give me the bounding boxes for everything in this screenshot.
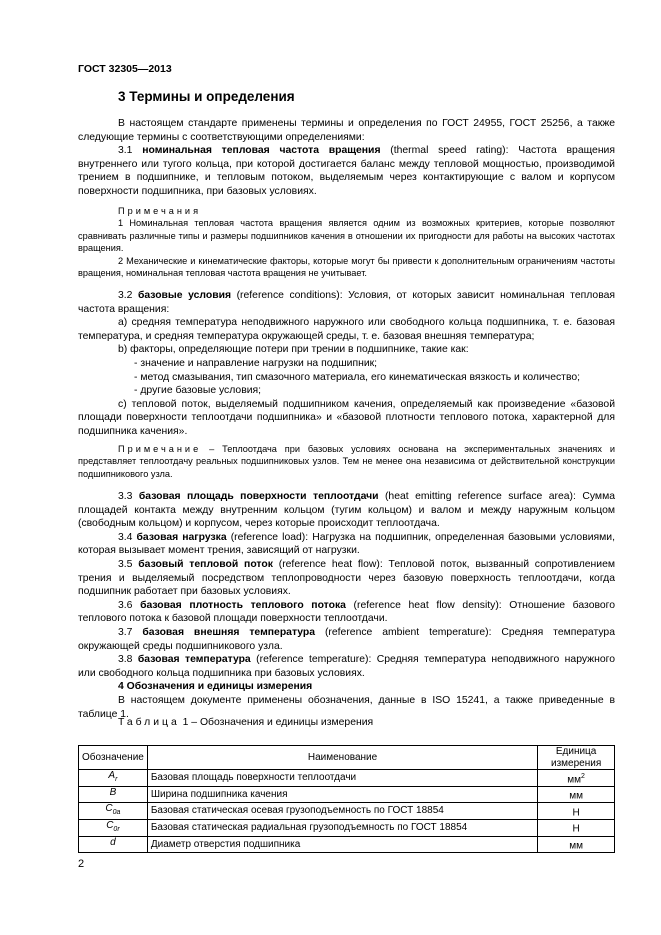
term-3-2-item-a: а) средняя температура неподвижного наружного или свободного кольца подшипника, т. е. базовая температура, и средняя температура окружающей среды, т. е. базовая внешняя температура; [78, 317, 615, 342]
table-caption: Таблица 1 – Обозначения и единицы измерения [118, 717, 374, 728]
note-1: 1 Номинальная тепловая частота вращения является одним из возможных критериев, которые позволяют сравнивать различные типы и размеры подшипников качения в отношении их пригодности для работы на высоких частотах вращения. [78, 218, 615, 254]
page-number: 2 [78, 858, 85, 870]
symbol-cell: $C_{0a}$ [79, 803, 148, 820]
term-3-2-subitem: - значение и направление нагрузки на подшипник; [134, 357, 378, 369]
notes-label: Примечания [118, 206, 202, 216]
term-3-2-subitem: - другие базовые условия; [134, 385, 262, 397]
unit-cell: мм [538, 786, 615, 803]
notes-block-2 [78, 443, 615, 480]
note-2: 2 Механические и кинематические факторы, которые могут бы привести к дополнительным ограничениям частоты вращения, номинальная тепловая частота вращения не учитывает. [78, 255, 615, 279]
table-row [79, 819, 615, 836]
unit-cell: Н [538, 803, 615, 820]
term-3-6: 3.6 базовая плотность теплового потока (reference heat flow density): Отношение базового теплового потока к базовой площади поверхности теплоотдачи. [78, 599, 616, 625]
section-4-title: 4 Обозначения и единицы измерения [118, 681, 313, 693]
note-3: Примечание – Теплоотдача при базовых условиях основана на экспериментальных значениях и представляет теплоотдачу реальных подшипниковых узлов. Тем не менее она независима от действительной конструкции подшипникового узла. [78, 444, 616, 479]
name-cell: Базовая статическая осевая грузоподъемность по ГОСТ 18854 [147, 803, 537, 820]
table-row [79, 836, 615, 853]
symbol-cell: $C_{0r}$ [79, 819, 148, 836]
term-3-5: 3.5 базовый тепловой поток (reference heat flow): Тепловой поток, вызванный сопротивлением трения и выделяемый посредством теплопроводности через базовую поверхность теплоотдачи, когда подшипник работает при базовых условиях. [78, 558, 616, 598]
term-3-1: 3.1 номинальная тепловая частота вращения (thermal speed rating): Частота вращения внутреннего или тугого кольца, при которой достигается баланс между тепловой мощностью, производимой трением в подшипнике, и тепловым потоком, выделяемым через контактирующие с валом и корпусом поверхности подшипника, при базовых условиях. [78, 145, 615, 197]
table-row [79, 803, 615, 820]
name-cell: Ширина подшипника качения [147, 786, 537, 803]
name-cell: Базовая статическая радиальная грузоподъемность по ГОСТ 18854 [147, 819, 537, 836]
term-3-3: 3.3 базовая площадь поверхности теплоотдачи (heat emitting reference surface area): Сумма площадей контакта между внутренним кольцом (тугим кольцом) и валом и между наружным кольцом (свободным кольцом) и корпусом, через которые происходит теплоотдача. [78, 491, 615, 530]
section-title: 3 Термины и определения [118, 89, 295, 104]
section-4-intro: В настоящем документе применены обозначения, данные в ISO 15241, а также приведенные в таблице 1. [78, 694, 615, 720]
term-3-2-item-c: с) тепловой поток, выделяемый подшипником качения, определяемый как произведение «базовой площади поверхности теплоотдачи подшипника» и «базовой плотности теплового потока, характерной для подшипника качения». [78, 398, 615, 437]
symbol-cell: d [79, 836, 148, 853]
table-row [79, 770, 615, 787]
symbols-table [78, 745, 615, 853]
table-row [79, 786, 615, 803]
term-3-2: 3.2 базовые условия (reference conditions): Условия, от которых зависит номинальная тепловая частота вращения: [78, 290, 615, 315]
unit-cell: Н [538, 819, 615, 836]
symbol-cell: $A_r$ [79, 770, 148, 787]
table-header-cell: Единица измерения [538, 746, 615, 770]
term-3-4: 3.4 базовая нагрузка (reference load): Нагрузка на подшипник, определенная базовыми условиями, которая вызывает момент трения, зависящий от нагрузки. [78, 531, 615, 557]
unit-cell: $мм^2$ [538, 770, 615, 787]
symbol-cell: B [79, 786, 148, 803]
section-3-body [78, 117, 615, 199]
term-3-2-item-b: b) факторы, определяющие потери при трении в подшипнике, такие как: [118, 344, 469, 356]
name-cell: Базовая площадь поверхности теплоотдачи [147, 770, 537, 787]
table-header-cell: Обозначение [79, 746, 148, 770]
intro-paragraph: В настоящем стандарте применены термины и определения по ГОСТ 24955, ГОСТ 25256, а также следующие термины с соответствующими определениями: [78, 118, 615, 143]
unit-cell: мм [538, 836, 615, 853]
table-header-row [79, 746, 615, 770]
term-3-2-subitem: - метод смазывания, тип смазочного материала, его кинематическая вязкость и количество; [134, 371, 581, 383]
term-3-2-block [78, 289, 615, 439]
table-header-cell: Наименование [147, 746, 537, 770]
name-cell: Диаметр отверстия подшипника [147, 836, 537, 853]
term-3-7: 3.7 базовая внешняя температура (reference ambient temperature): Средняя температура окружающей среды подшипникового узла. [78, 626, 615, 652]
term-3-8: 3.8 базовая температура (reference temperature): Средняя температура неподвижного наружного или свободного кольца подшипника при базовых условиях. [78, 654, 615, 679]
terms-3-3-to-3-8 [78, 490, 615, 721]
document-code: ГОСТ 32305—2013 [78, 63, 172, 75]
notes-block-1 [78, 205, 615, 279]
